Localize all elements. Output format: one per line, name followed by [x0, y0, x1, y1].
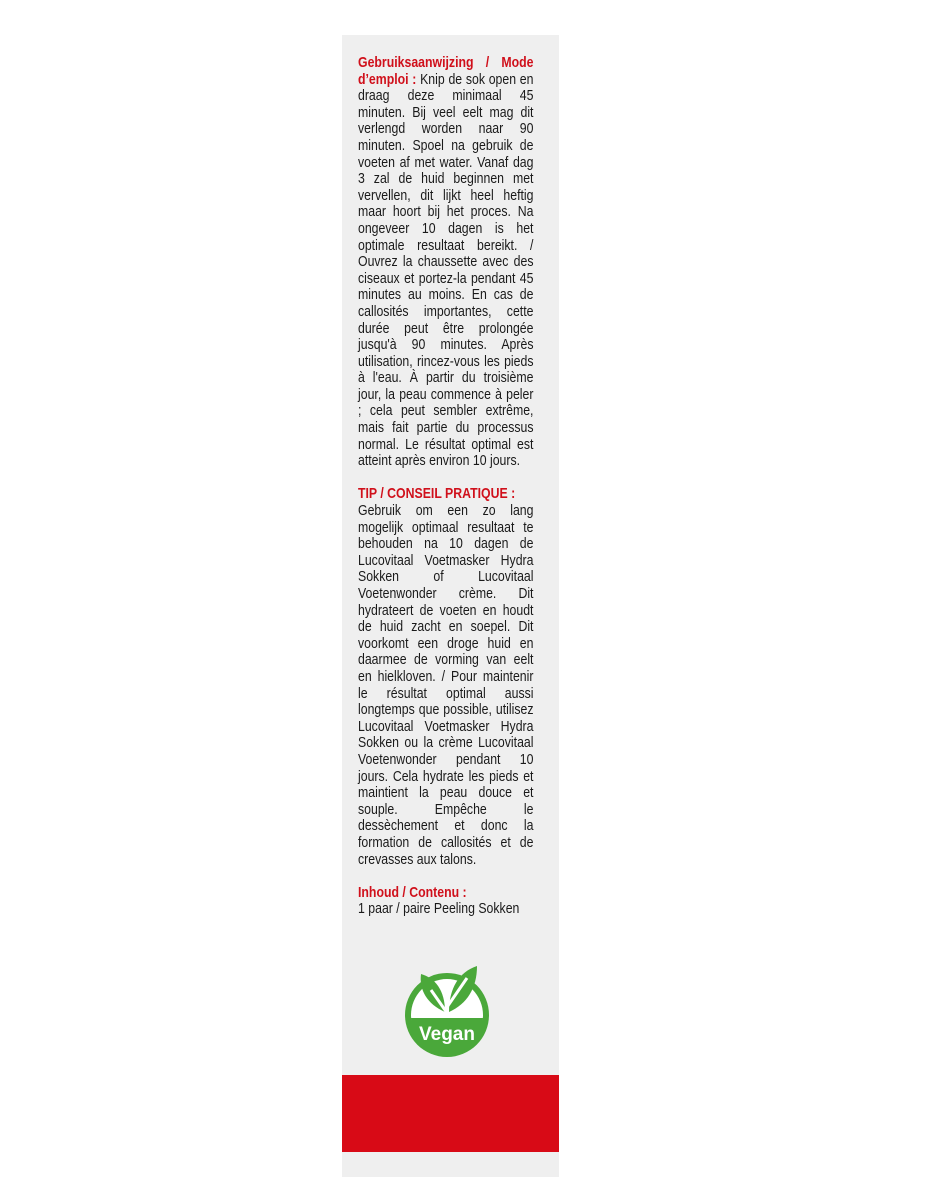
vegan-label: Vegan [419, 1024, 475, 1045]
tip-text: Gebruik om een zo lang mogelijk optimaal resultaat te behouden na 10 dagen de Lucovitaal Voetmasker Hydra Sokken of Lucovitaal Voetenwonder crème. Dit hydrateert de voeten en houdt de huid zacht en soepel. Dit voorkomt een droge huid en daarmee de vorming van eelt en hielkloven. / Pour maintenir le résultat optimal aussi longtemps que possible, utilisez Lucovitaal Voetmasker Hydra Sokken ou la crème Lucovitaal Voetenwonder pendant 10 jours. Cela hydrate les pieds et maintient la peau douce et souple. Empêche le dessèchement et donc la formation de callosités et de crevasses aux talons. [358, 502, 534, 868]
usage-section [358, 55, 533, 470]
tip-section [358, 486, 533, 503]
usage-heading: Gebruiksaanwijzing / Mode d’emploi : [358, 54, 534, 88]
package-side-panel [342, 35, 559, 1177]
contents-text: 1 paar / paire Peeling Sokken [358, 900, 520, 918]
contents-section [358, 885, 533, 918]
tip-heading: TIP / CONSEIL PRATIQUE : [358, 485, 516, 503]
usage-text: Knip de sok open en draag deze minimaal 45 minuten. Bij veel eelt mag dit verlengd worden naar 90 minuten. Spoel na gebruik de voeten af met water. Vanaf dag 3 zal de huid beginnen met vervellen, dit lijkt heel heftig maar hoort bij het proces. Na ongeveer 10 dagen is het optimale resultaat bereikt. / Ouvrez la chaussette avec des ciseaux et portez-la pendant 45 minutes au moins. En cas de callosités importantes, cette durée peut être prolongée jusqu'à 90 minutes. Après utilisation, rincez-vous les pieds à l'eau. À partir du troisième jour, la peau commence à peler ; cela peut sembler extrême, mais fait partie du processus normal. Le résultat optimal est atteint après environ 10 jours. [358, 70, 534, 470]
contents-heading: Inhoud / Contenu : [358, 883, 467, 901]
vegan-badge [397, 960, 497, 1060]
red-band [342, 1075, 559, 1152]
instructions-text [358, 55, 533, 934]
